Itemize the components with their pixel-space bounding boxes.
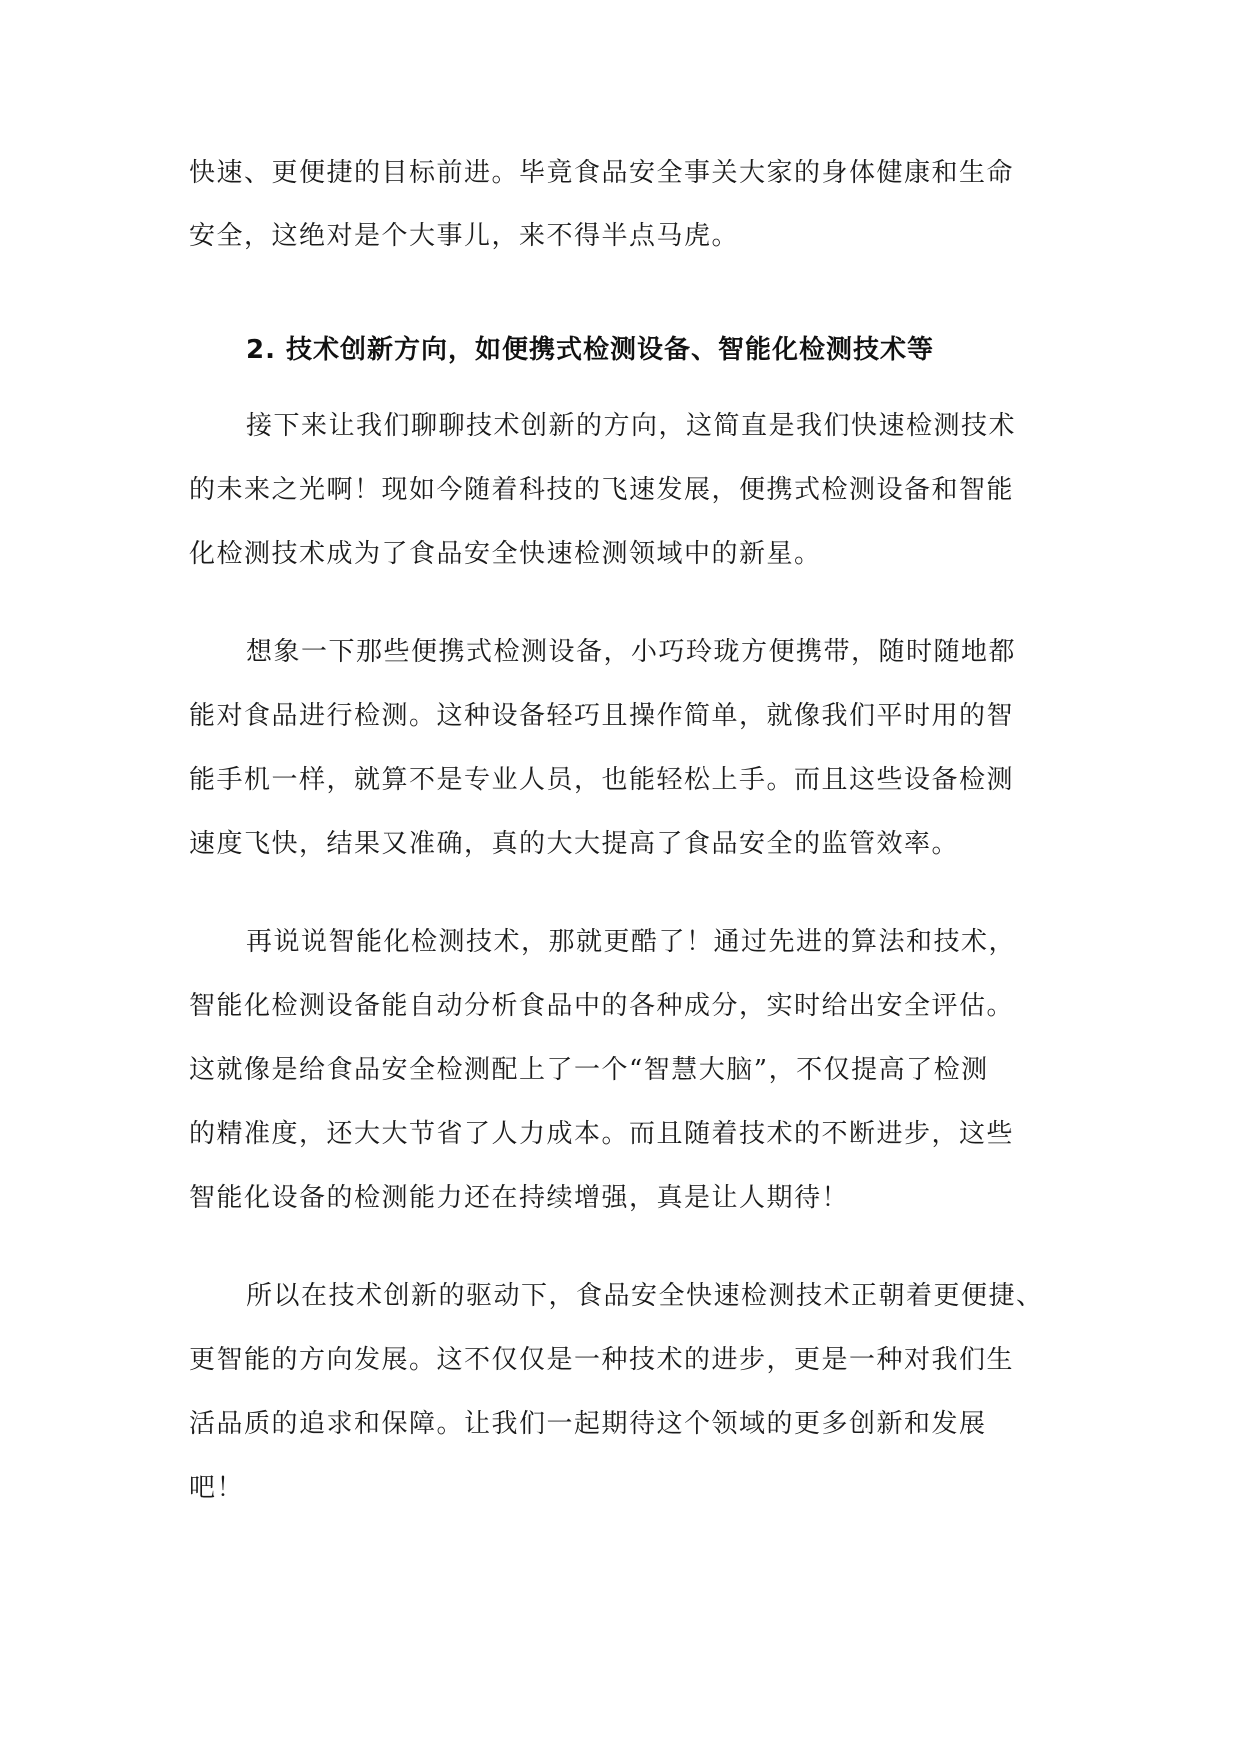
paragraph-line: 这就像是给食品安全检测配上了一个“智慧大脑”，不仅提高了检测	[189, 1055, 989, 1085]
paragraph-line: 智能化检测设备能自动分析食品中的各种成分，实时给出安全评估。	[189, 991, 1015, 1021]
paragraph-line: 吧！	[189, 1473, 245, 1503]
intro-line: 安全，这绝对是个大事儿，来不得半点马虎。	[189, 221, 740, 251]
paragraph-line: 的未来之光啊！现如今随着科技的飞速发展，便携式检测设备和智能	[189, 475, 1015, 505]
paragraph-line: 智能化设备的检测能力还在持续增强，真是让人期待！	[189, 1183, 850, 1213]
paragraph-line: 接下来让我们聊聊技术创新的方向，这简直是我们快速检测技术	[246, 411, 1017, 441]
paragraph-line: 更智能的方向发展。这不仅仅是一种技术的进步，更是一种对我们生	[189, 1345, 1015, 1375]
paragraph-line: 想象一下那些便携式检测设备，小巧玲珑方便携带，随时随地都	[246, 637, 1017, 667]
paragraph-line: 的精准度，还大大节省了人力成本。而且随着技术的不断进步，这些	[189, 1119, 1015, 1149]
paragraph-line: 活品质的追求和保障。让我们一起期待这个领域的更多创新和发展	[189, 1409, 987, 1439]
paragraph-line: 能手机一样，就算不是专业人员，也能轻松上手。而且这些设备检测	[189, 765, 1015, 795]
paragraph-line: 再说说智能化检测技术，那就更酷了！通过先进的算法和技术，	[246, 927, 1017, 957]
paragraph-line: 化检测技术成为了食品安全快速检测领域中的新星。	[189, 539, 822, 569]
intro-line: 快速、更便捷的目标前进。毕竟食品安全事关大家的身体健康和生命	[189, 158, 1015, 188]
paragraph-line: 能对食品进行检测。这种设备轻巧且操作简单，就像我们平时用的智	[189, 701, 1015, 731]
section-heading: 2. 技术创新方向，如便携式检测设备、智能化检测技术等	[246, 335, 935, 365]
paragraph-line: 所以在技术创新的驱动下，食品安全快速检测技术正朝着更便捷、	[246, 1281, 1044, 1311]
paragraph-line: 速度飞快，结果又准确，真的大大提高了食品安全的监管效率。	[189, 829, 960, 859]
